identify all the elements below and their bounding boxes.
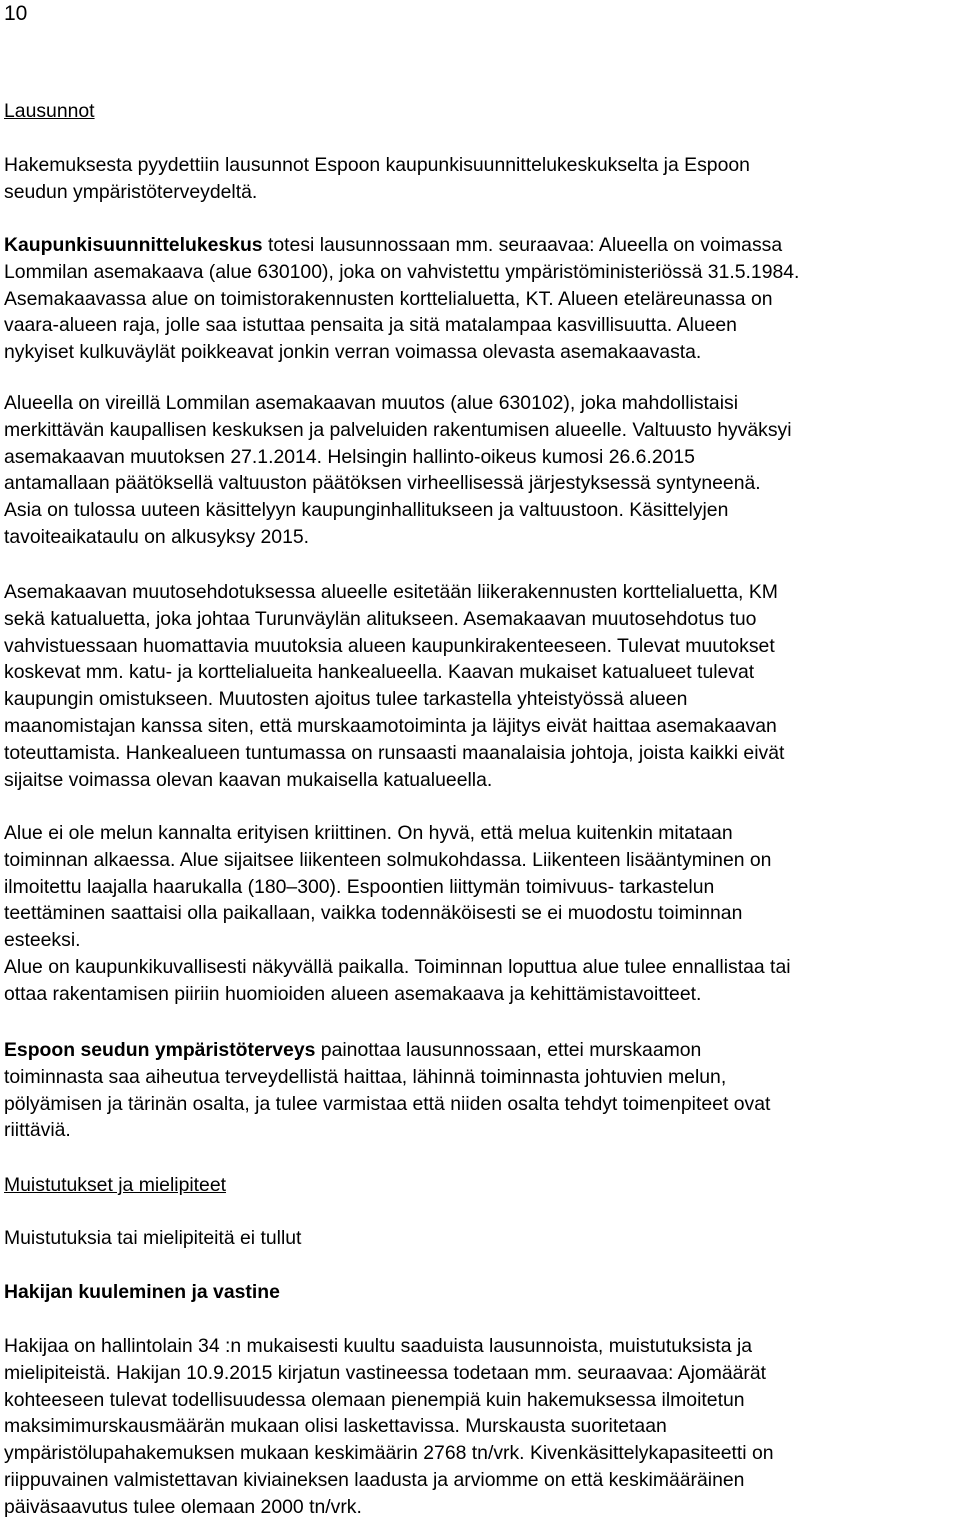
- text-line: vaara-alueen raja, jolle saa istuttaa pensaita ja sitä matalampaa kasvillisuutta. Alueen: [4, 314, 737, 337]
- text-line: toiminnasta saa aiheutua terveydellistä haittaa, lähinnä toiminnasta johtuvien melun,: [4, 1065, 727, 1088]
- bold-lead: Kaupunkisuunnittelukeskus: [4, 234, 263, 256]
- text-line: kohteeseen tulevat todellisuudessa olemaan pienempiä kuin hakemuksessa ilmoitetun: [4, 1388, 745, 1411]
- text-line: Asemakaavassa alue on toimistorakennusten korttelialuetta, KT. Alueen eteläreunassa on: [4, 287, 773, 310]
- text-line: tavoiteaikataulu on alkusyksy 2015.: [4, 525, 310, 548]
- paragraph-hakija: [4, 1333, 956, 1521]
- text-line: Espoon seudun ympäristöterveys painottaa lausunnossaan, ettei murskaamon: [4, 1039, 702, 1061]
- text-line: seudun ympäristöterveydeltä.: [4, 180, 258, 203]
- paragraph-vireilla: [4, 390, 956, 551]
- text-line: toiminnan alkaessa. Alue sijaitsee liikenteen solmukohdassa. Liikenteen lisääntyminen on: [4, 848, 772, 871]
- text-line: antamallaan päätöksellä valtuuston päätöksen virheellisessä järjestyksessä syntyneenä.: [4, 472, 761, 495]
- paragraph-intro: [4, 152, 956, 206]
- page-number: 10: [4, 2, 28, 25]
- text-line: teettäminen saattaisi olla paikallaan, vaikka todennäköisesti se ei muodostu toiminnan: [4, 902, 743, 925]
- bold-lead: Espoon seudun ympäristöterveys: [4, 1039, 316, 1061]
- text-line: Alueella on vireillä Lommilan asemakaavan muutos (alue 630102), joka mahdollistaisi: [4, 392, 739, 414]
- text-line: Alue on kaupunkikuvallisesti näkyvällä paikalla. Toiminnan loputtua alue tulee ennallistaa tai: [4, 955, 791, 978]
- text-line: päiväsaavutus tulee olemaan 2000 tn/vrk.: [4, 1495, 362, 1518]
- text-line: koskevat mm. katu- ja korttelialueita hankealueella. Kaavan mukaiset katualueet tulevat: [4, 661, 755, 684]
- text-line: sekä katualuetta, joka johtaa Turunväylän alitukseen. Asemakaavan muutosehdotus tuo: [4, 607, 757, 630]
- text-line: riittäviä.: [4, 1119, 71, 1142]
- text-line: merkittävän kaupallisen keskuksen ja palveluiden rakentumisen alueelle. Valtuusto hyväksyi: [4, 418, 792, 441]
- text-line: pölyämisen ja tärinän osalta, ja tulee varmistaa että niiden osalta tehdyt toimenpiteet ovat: [4, 1092, 771, 1115]
- text-line: nykyiset kulkuväylät poikkeavat jonkin verran voimassa olevasta asemakaavasta.: [4, 341, 702, 364]
- section-heading-muistutukset: Muistutukset ja mielipiteet: [4, 1174, 227, 1196]
- text-line: ottaa rakentamisen piiriin huomioiden alueen asemakaava ja kehittämistavoitteet.: [4, 982, 702, 1005]
- paragraph-muistutukset: [4, 1225, 956, 1252]
- text-line: vahvistuessaan huomattavia muutoksia alueen kaupunkirakenteeseen. Tulevat muutokset: [4, 634, 775, 657]
- text-line: Alue ei ole melun kannalta erityisen kriittinen. On hyvä, että melua kuitenkin mitataan: [4, 822, 733, 844]
- text-line: Asemakaavan muutosehdotuksessa alueelle esitetään liikerakennusten korttelialuetta, KM: [4, 581, 778, 603]
- text-line: Kaupunkisuunnittelukeskus totesi lausunnossaan mm. seuraavaa: Alueella on voimassa: [4, 234, 783, 256]
- text-line: Muistutuksia tai mielipiteitä ei tullut: [4, 1227, 302, 1249]
- paragraph-kaupunkisuunnittelukeskus: [4, 232, 956, 366]
- text-line: maanomistajan kanssa siten, että murskaamotoiminta ja läjitys eivät haittaa asemakaavan: [4, 714, 777, 737]
- text-line: maksimimurskausmäärän mukaan olisi laskettavissa. Murskausta suoritetaan: [4, 1415, 667, 1438]
- text-line: Hakemuksesta pyydettiin lausunnot Espoon kaupunkisuunnittelukeskukselta ja Espoon: [4, 154, 750, 176]
- text-line: Hakijaa on hallintolain 34 :n mukaisesti kuultu saaduista lausunnoista, muistutuksista ja: [4, 1335, 753, 1357]
- text-line: Asia on tulossa uuteen käsittelyyn kaupunginhallitukseen ja valtuustoon. Käsittelyjen: [4, 499, 729, 522]
- section-heading-kuuleminen: Hakijan kuuleminen ja vastine: [4, 1281, 280, 1303]
- text-line: sijaitse voimassa olevan kaavan mukaisella katualueella.: [4, 768, 493, 791]
- text-line: ilmoitettu laajalla haarukalla (180–300). Espoontien liittymän toimivuus- tarkastelun: [4, 875, 715, 898]
- text-line: Lommilan asemakaava (alue 630100), joka on vahvistettu ympäristöministeriössä 31.5.1984.: [4, 260, 800, 283]
- text-line: esteeksi.: [4, 929, 81, 952]
- text-line: mielipiteistä. Hakijan 10.9.2015 kirjatun vastineessa todetaan mm. seuraavaa: Ajomäärät: [4, 1361, 767, 1384]
- section-heading-lausunnot: Lausunnot: [4, 100, 95, 122]
- paragraph-muutosehdotus: [4, 579, 956, 793]
- text-line: kaupungin omistukseen. Muutosten ajoitus tulee tarkastella yhteistyössä alueen: [4, 688, 688, 711]
- text-line: asemakaavan muutoksen 27.1.2014. Helsingin hallinto-oikeus kumosi 26.6.2015: [4, 445, 695, 468]
- text-line: toteuttamista. Hankealueen tuntumassa on runsaasti maanalaisia johtoja, joista kaikki eivät: [4, 741, 785, 764]
- paragraph-ymparistoterveys: [4, 1037, 956, 1144]
- paragraph-melu: [4, 820, 956, 1008]
- text-line: riippuvainen valmistettavan kiviaineksen laadusta ja arviomme on että keskimääräinen: [4, 1468, 745, 1491]
- text-line: ympäristölupahakemuksen mukaan keskimäärin 2768 tn/vrk. Kivenkäsittelykapasiteetti on: [4, 1442, 774, 1465]
